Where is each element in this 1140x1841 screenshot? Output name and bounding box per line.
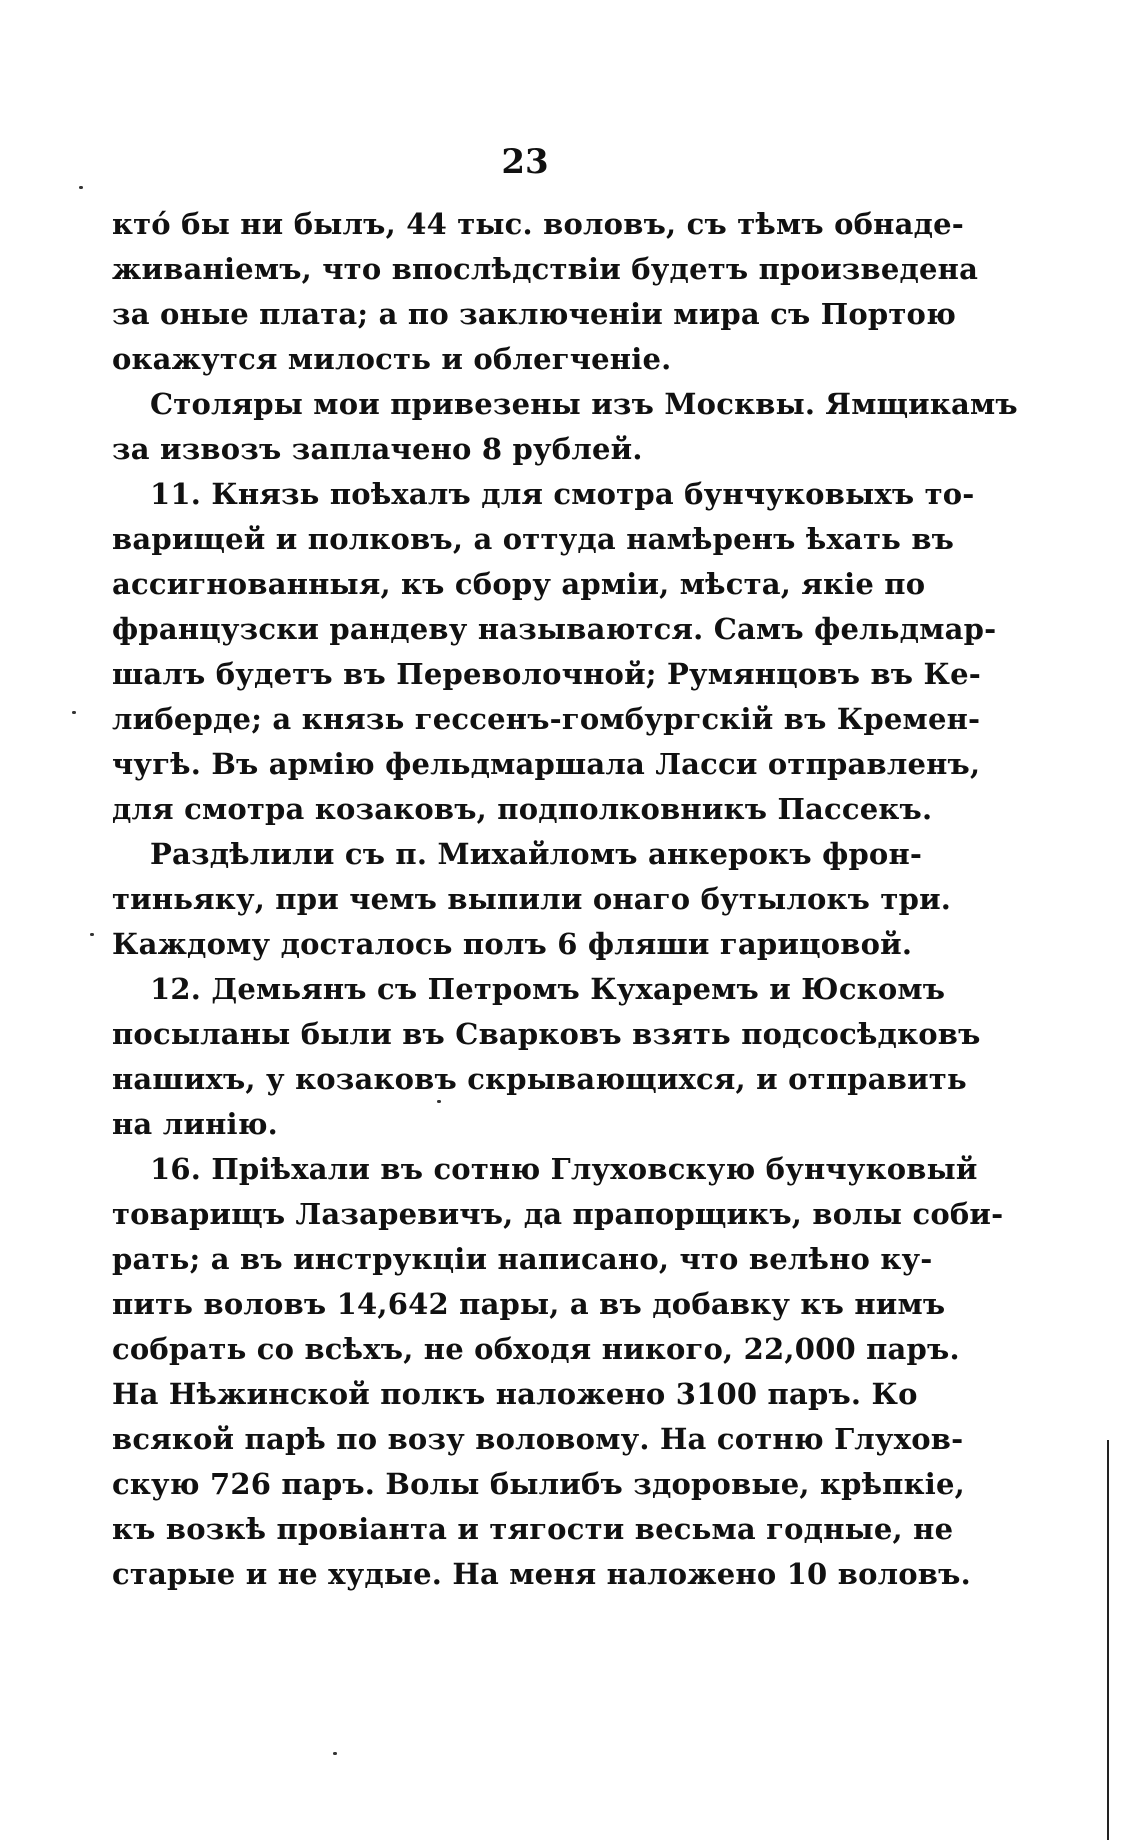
scan-speck [333, 1752, 337, 1755]
text-line: посыланы были въ Сварковъ взять подсосѣдковъ [112, 1017, 981, 1051]
text-line-1b-content: живаніемъ, что впослѣдствіи будетъ произведена [112, 252, 979, 286]
text-line: за оные плата; а по заключеніи мира съ Портою [112, 297, 957, 331]
text-line: старые и не худые. На меня наложено 10 воловъ. [112, 1557, 971, 1591]
scan-speck [90, 933, 94, 936]
text-line: пить воловъ 14,642 пары, а въ добавку къ нимъ [112, 1287, 946, 1321]
text-line: ассигнованныя, къ сбору арміи, мѣста, якіе по [112, 567, 926, 601]
text-line: На Нѣжинской полкъ наложено 3100 паръ. Ко [112, 1377, 918, 1411]
text-line: окажутся милость и облегченіе. [112, 342, 672, 376]
text-line: варищей и полковъ, а оттуда намѣренъ ѣхать въ [112, 522, 955, 556]
scan-speck [79, 186, 83, 189]
page-text [112, 202, 1018, 1597]
text-line: за извозъ заплачено 8 рублей. [112, 432, 643, 466]
text-line: рать; а въ инструкціи написано, что велѣно ку- [112, 1242, 933, 1276]
text-line: товарищъ Лазаревичъ, да прапорщикъ, волы соби- [112, 1197, 1004, 1231]
text-line: скую 726 паръ. Волы былибъ здоровые, крѣпкіе, [112, 1467, 965, 1501]
scan-speck [72, 711, 76, 714]
text-line: чугѣ. Въ армію фельдмаршала Ласси отправленъ, [112, 747, 981, 781]
text-line: шалъ будетъ въ Переволочной; Румянцовъ въ Ке- [112, 657, 982, 691]
text-line: 16. Пріѣхали въ сотню Глуховскую бунчуковый [150, 1152, 978, 1186]
text-line: тиньяку, при чемъ выпили онаго бутылокъ три. [112, 882, 952, 916]
text-line: 11. Князь поѣхалъ для смотра бунчуковыхъ то- [150, 477, 975, 511]
text-line-1a [112, 202, 965, 247]
text-line-1a-content: ктó бы ни былъ, 44 тыс. воловъ, съ тѣмъ обнаде- [112, 207, 965, 241]
text-line: собрать со всѣхъ, не обходя никого, 22,000 паръ. [112, 1332, 960, 1366]
text-line: Раздѣлили съ п. Михайломъ анкерокъ фрон- [150, 837, 923, 871]
text-line: либерде; а князь гессенъ-гомбургскій въ Кремен- [112, 702, 981, 736]
page-number: 23 [501, 142, 549, 182]
page-edge-line [1107, 1440, 1109, 1840]
text-line: нашихъ, у козаковъ скрывающихся, и отправить [112, 1062, 967, 1096]
scan-speck [437, 1100, 441, 1103]
text-line-1b [112, 247, 979, 292]
text-line: всякой парѣ по возу воловому. На сотню Глухов- [112, 1422, 964, 1456]
text-line: 12. Демьянъ съ Петромъ Кухаремъ и Юскомъ [150, 972, 946, 1006]
text-line: Столяры мои привезены изъ Москвы. Ямщикамъ [150, 387, 1018, 421]
text-line: Каждому досталось полъ 6 фляши гарицовой. [112, 927, 913, 961]
text-line: къ возкѣ провіанта и тягости весьма годные, не [112, 1512, 954, 1546]
text-line: на линію. [112, 1107, 278, 1141]
text-line: французски рандеву называются. Самъ фельдмар- [112, 612, 997, 646]
text-line: для смотра козаковъ, подполковникъ Пассекъ. [112, 792, 933, 826]
